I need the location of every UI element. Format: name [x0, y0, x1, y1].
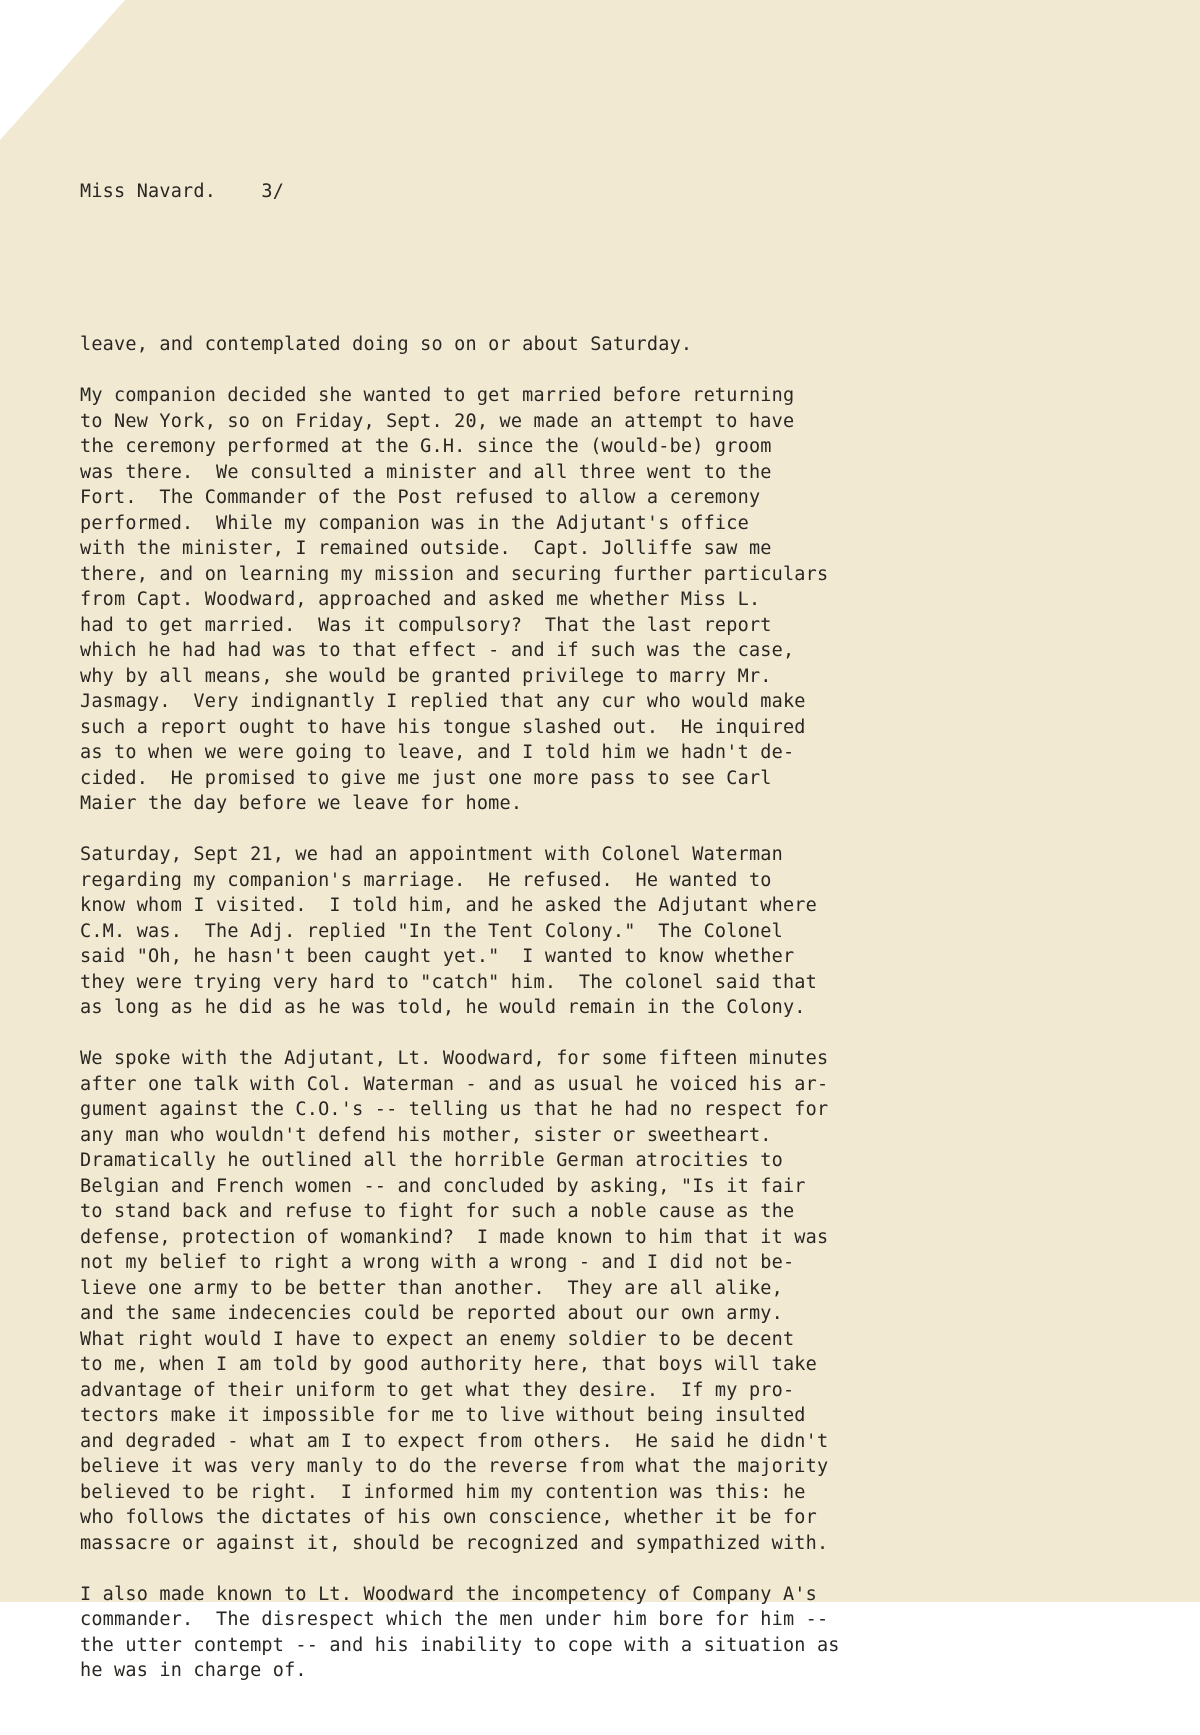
text-line: cided. He promised to give me just one more pass to see Carl: [80, 767, 772, 789]
text-line: who follows the dictates of his own conscience, whether it be for: [80, 1507, 817, 1528]
text-line: Jasmagy. Very indignantly I replied that any cur who would make: [80, 691, 806, 712]
text-line: tectors make it impossible for me to live without being insulted: [80, 1405, 806, 1426]
torn-corner: [0, 0, 125, 140]
text-line: had to get married. Was it compulsory? That the last report: [80, 614, 772, 636]
page-number: 3/: [261, 181, 285, 202]
text-line: they were trying very hard to "catch" him. The colonel said that: [80, 971, 817, 993]
text-line: after one talk with Col. Waterman - and as usual he voiced his ar-: [80, 1073, 829, 1095]
text-line: C.M. was. The Adj. replied "In the Tent Colony." The Colonel: [80, 920, 783, 942]
text-line: regarding my companion's marriage. He refused. He wanted to: [80, 869, 772, 891]
text-line: Dramatically he outlined all the horrible German atrocities to: [80, 1150, 783, 1171]
text-line: was there. We consulted a minister and all three went to the: [80, 461, 772, 483]
text-line: advantage of their uniform to get what they desire. If my pro-: [80, 1379, 795, 1401]
text-line: with the minister, I remained outside. Capt. Jolliffe saw me: [80, 538, 772, 559]
text-line: My companion decided she wanted to get married before returning: [80, 385, 795, 406]
text-line: We spoke with the Adjutant, Lt. Woodward, for some fifteen minutes: [80, 1048, 829, 1069]
text-line: performed. While my companion was in the Adjutant's office: [80, 512, 749, 534]
text-line: from Capt. Woodward, approached and asked me whether Miss L.: [80, 589, 761, 610]
text-line: why by all means, she would be granted privilege to marry Mr.: [80, 665, 772, 687]
text-line: and the same indecencies could be reported about our own army.: [80, 1303, 783, 1324]
text-line: such a report ought to have his tongue slashed out. He inquired: [80, 716, 806, 738]
text-line: commander. The disrespect which the men under him bore for him --: [80, 1609, 829, 1630]
text-line: he was in charge of.: [80, 1660, 307, 1681]
paragraph: [80, 383, 1080, 817]
text-line: believed to be right. I informed him my contention was this: he: [80, 1481, 806, 1503]
text-line: massacre or against it, should be recognized and sympathized with.: [80, 1532, 829, 1554]
recipient-name: Miss Navard.: [80, 181, 217, 202]
text-line: know whom I visited. I told him, and he asked the Adjutant where: [80, 895, 817, 916]
text-line: the ceremony performed at the G.H. since the (would-be) groom: [80, 436, 772, 457]
text-line: I also made known to Lt. Woodward the incompetency of Company A's: [80, 1583, 817, 1605]
paragraph: [80, 332, 1080, 358]
text-line: which he had had was to that effect - and if such was the case,: [80, 640, 795, 661]
text-line: there, and on learning my mission and securing further particulars: [80, 563, 829, 585]
page-header: [80, 179, 1080, 205]
text-line: gument against the C.O.'s -- telling us that he had no respect for: [80, 1099, 829, 1120]
text-line: and degraded - what am I to expect from others. He said he didn't: [80, 1430, 829, 1452]
text-line: defense, protection of womankind? I made known to him that it was: [80, 1226, 829, 1248]
text-line: as long as he did as he was told, he would remain in the Colony.: [80, 997, 806, 1018]
text-line: What right would I have to expect an enemy soldier to be decent: [80, 1328, 795, 1350]
text-line: the utter contempt -- and his inability to cope with a situation as: [80, 1634, 840, 1656]
text-line: to stand back and refuse to fight for such a noble cause as the: [80, 1201, 795, 1222]
text-line: Maier the day before we leave for home.: [80, 793, 523, 814]
text-line: not my belief to right a wrong with a wrong - and I did not be-: [80, 1252, 795, 1273]
typed-letter-body: [80, 128, 1080, 1735]
paragraph: [80, 842, 1080, 1021]
text-line: Fort. The Commander of the Post refused to allow a ceremony: [80, 487, 761, 508]
text-line: Belgian and French women -- and concluded by asking, "Is it fair: [80, 1175, 806, 1197]
text-line: leave, and contemplated doing so on or about Saturday.: [80, 334, 693, 355]
paragraph: [80, 1582, 1080, 1684]
text-line: any man who wouldn't defend his mother, sister or sweetheart.: [80, 1124, 772, 1146]
text-line: Saturday, Sept 21, we had an appointment with Colonel Waterman: [80, 844, 783, 865]
text-line: to New York, so on Friday, Sept. 20, we made an attempt to have: [80, 410, 795, 432]
text-line: as to when we were going to leave, and I told him we hadn't de-: [80, 742, 795, 763]
paragraph: [80, 1046, 1080, 1556]
letter-paragraphs: [80, 332, 1080, 1684]
text-line: said "Oh, he hasn't been caught yet." I wanted to know whether: [80, 946, 795, 967]
text-line: to me, when I am told by good authority here, that boys will take: [80, 1354, 817, 1375]
text-line: believe it was very manly to do the reverse from what the majority: [80, 1456, 829, 1477]
text-line: lieve one army to be better than another. They are all alike,: [80, 1277, 783, 1299]
